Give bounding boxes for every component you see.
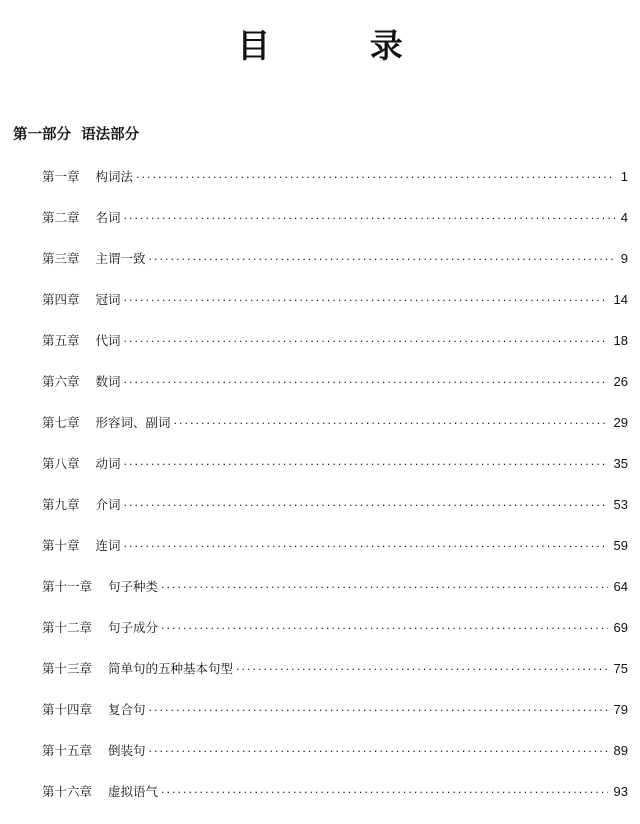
toc-chapter-title: 句子种类 bbox=[108, 579, 159, 594]
toc-page-number: 9 bbox=[620, 251, 628, 266]
toc-page-number: 14 bbox=[613, 292, 628, 307]
toc-entry[interactable] bbox=[42, 168, 628, 209]
toc-chapter-number: 第一章 bbox=[42, 169, 80, 184]
toc-page-number: 64 bbox=[613, 579, 628, 594]
toc-dot-leader bbox=[124, 497, 608, 515]
toc-entry[interactable] bbox=[42, 742, 628, 783]
toc-page-number: 93 bbox=[613, 784, 628, 799]
toc-chapter-number: 第七章 bbox=[42, 415, 80, 430]
toc-chapter-title: 形容词、副词 bbox=[95, 415, 171, 430]
page-title: 目 录 bbox=[237, 26, 447, 66]
part-heading: 第一部分 语法部分 bbox=[13, 127, 140, 143]
toc-page-number: 89 bbox=[613, 743, 628, 758]
toc-dot-leader bbox=[174, 415, 608, 433]
toc-chapter-title: 构词法 bbox=[95, 169, 134, 184]
toc-chapter-title: 动词 bbox=[95, 456, 121, 471]
toc-chapter-number: 第六章 bbox=[42, 374, 80, 389]
toc-dot-leader bbox=[124, 374, 608, 392]
toc-entry[interactable] bbox=[42, 783, 628, 824]
toc-chapter-title: 连词 bbox=[95, 538, 121, 553]
toc-chapter-title: 名词 bbox=[95, 210, 121, 225]
toc-chapter-number: 第十二章 bbox=[42, 620, 93, 635]
toc-chapter-number: 第五章 bbox=[42, 333, 80, 348]
toc-chapter-number: 第十六章 bbox=[42, 784, 93, 799]
toc-chapter-number: 第二章 bbox=[42, 210, 80, 225]
toc-entry[interactable] bbox=[42, 660, 628, 701]
toc-entry[interactable] bbox=[42, 455, 628, 496]
toc-page-number: 29 bbox=[613, 415, 628, 430]
toc-chapter-title: 介词 bbox=[95, 497, 121, 512]
toc-dot-leader bbox=[236, 661, 608, 679]
toc-entry[interactable] bbox=[42, 250, 628, 291]
toc-chapter-number: 第十三章 bbox=[42, 661, 93, 676]
toc-dot-leader bbox=[149, 702, 608, 720]
toc-dot-leader bbox=[161, 784, 608, 802]
toc-dot-leader bbox=[124, 538, 608, 556]
toc-entry[interactable] bbox=[42, 373, 628, 414]
toc-chapter-title: 代词 bbox=[95, 333, 121, 348]
toc-page-number: 26 bbox=[613, 374, 628, 389]
toc-page-number: 1 bbox=[620, 169, 628, 184]
toc-page-number: 69 bbox=[613, 620, 628, 635]
toc-dot-leader bbox=[124, 456, 608, 474]
toc-page-number: 4 bbox=[620, 210, 628, 225]
toc-entry[interactable] bbox=[42, 332, 628, 373]
toc-page-number: 18 bbox=[613, 333, 628, 348]
toc-chapter-number: 第十四章 bbox=[42, 702, 93, 717]
toc-page-number: 53 bbox=[613, 497, 628, 512]
toc-entry[interactable] bbox=[42, 291, 628, 332]
toc-chapter-title: 句子成分 bbox=[108, 620, 159, 635]
toc-dot-leader bbox=[149, 251, 615, 269]
toc-chapter-number: 第九章 bbox=[42, 497, 80, 512]
toc-entry[interactable] bbox=[42, 414, 628, 455]
toc-entry[interactable] bbox=[42, 578, 628, 619]
toc-dot-leader bbox=[124, 292, 608, 310]
toc-chapter-title: 复合句 bbox=[108, 702, 146, 717]
toc-chapter-number: 第四章 bbox=[42, 292, 80, 307]
toc-chapter-number: 第十章 bbox=[42, 538, 80, 553]
toc-page-number: 35 bbox=[613, 456, 628, 471]
toc-chapter-number: 第十一章 bbox=[42, 579, 93, 594]
toc-dot-leader bbox=[124, 333, 608, 351]
toc-dot-leader bbox=[161, 620, 608, 638]
toc-entry[interactable] bbox=[42, 209, 628, 250]
toc-page-number: 79 bbox=[613, 702, 628, 717]
toc-chapter-title: 倒装句 bbox=[108, 743, 146, 758]
toc-entry[interactable] bbox=[42, 619, 628, 660]
toc-chapter-title: 数词 bbox=[95, 374, 121, 389]
toc-chapter-title: 简单句的五种基本句型 bbox=[108, 661, 234, 676]
toc-chapter-number: 第八章 bbox=[42, 456, 80, 471]
toc-chapter-number: 第三章 bbox=[42, 251, 80, 266]
toc-chapter-title: 冠词 bbox=[95, 292, 121, 307]
toc-entry[interactable] bbox=[42, 537, 628, 578]
toc-list bbox=[42, 168, 628, 824]
toc-dot-leader bbox=[136, 169, 615, 187]
toc-page-number: 59 bbox=[613, 538, 628, 553]
toc-chapter-title: 虚拟语气 bbox=[108, 784, 159, 799]
toc-page-number: 75 bbox=[613, 661, 628, 676]
toc-dot-leader bbox=[149, 743, 608, 761]
toc-chapter-title: 主谓一致 bbox=[95, 251, 146, 266]
toc-entry[interactable] bbox=[42, 701, 628, 742]
toc-entry[interactable] bbox=[42, 496, 628, 537]
toc-dot-leader bbox=[161, 579, 608, 597]
toc-chapter-number: 第十五章 bbox=[42, 743, 93, 758]
toc-dot-leader bbox=[124, 210, 615, 228]
